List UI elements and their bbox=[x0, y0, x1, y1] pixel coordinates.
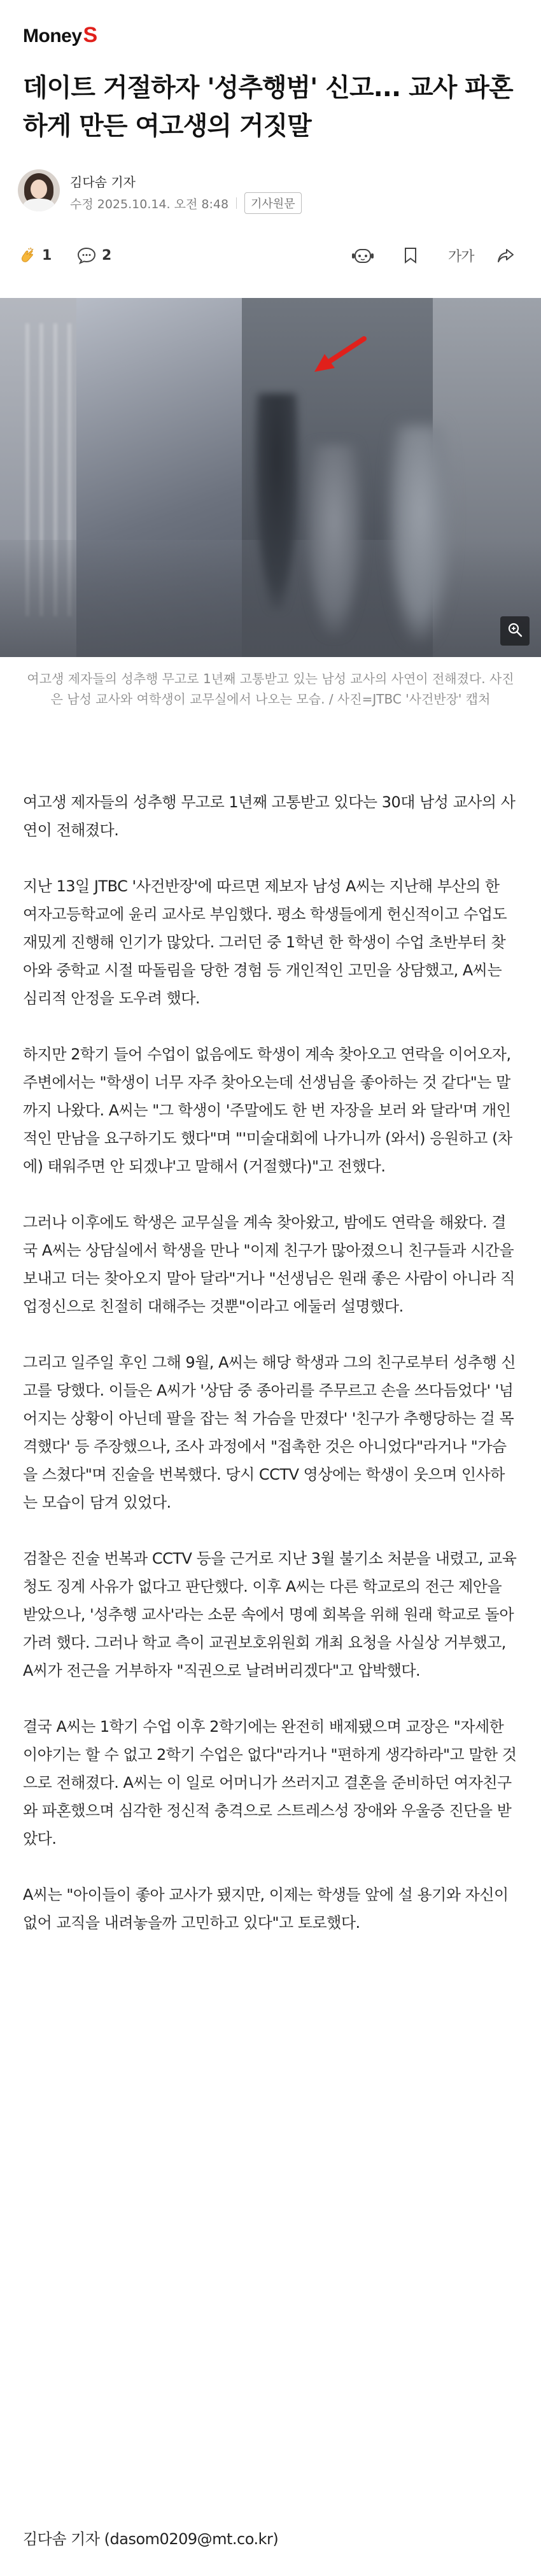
photo-caption: 여고생 제자들의 성추행 무고로 1년째 고통받고 있는 남성 교사의 사연이 전해졌다. 사진은 남성 교사와 여학생이 교무실에서 나오는 모습. / 사진=JTBC '사건반장' 캡처 bbox=[27, 671, 514, 707]
comment-count: 2 bbox=[102, 247, 112, 264]
audio-icon bbox=[350, 246, 376, 266]
article-photo[interactable] bbox=[0, 298, 541, 657]
updated-timestamp: 수정 2025.10.14. 오전 8:48 bbox=[70, 197, 229, 211]
zoom-button[interactable] bbox=[500, 616, 530, 646]
source-article-button[interactable]: 기사원문 bbox=[244, 192, 302, 214]
article-paragraph: A씨는 "아이들이 좋아 교사가 됐지만, 이제는 학생들 앞에 설 용기와 자신이 없어 교직을 내려놓을까 고민하고 있다"고 토로했다. bbox=[23, 1886, 509, 1932]
like-button[interactable] bbox=[18, 246, 52, 265]
clap-icon bbox=[18, 246, 37, 265]
audio-button[interactable] bbox=[350, 246, 376, 266]
share-button[interactable] bbox=[496, 246, 516, 265]
reporter-byline: 김다솜 기자 (dasom0209@mt.co.kr) bbox=[23, 2530, 279, 2548]
article-paragraph: 여고생 제자들의 성추행 무고로 1년째 고통받고 있다는 30대 남성 교사의 사연이 전해졌다. bbox=[23, 793, 516, 839]
meta-divider bbox=[236, 197, 237, 209]
article-paragraph: 그리고 일주일 후인 그해 9월, A씨는 해당 학생과 그의 친구로부터 성추행 신고를 당했다. 이들은 A씨가 '상담 중 종아리를 주무르고 손을 쓰다듬었다' '넘어지는 상황이 아닌데 팔을 잡는 척 가슴을 만졌다' '친구가 추행당하는 걸 목격했다' 등 주장했으나, 조사 과정에서 "접촉한 것은 아니었다"라거나 "가슴을 스쳤다"며 진술을 번복했다. 당시 CCTV 영상에는 학생이 웃으며 인사하는 모습이 담겨 있었다. bbox=[23, 1354, 516, 1511]
zoom-icon bbox=[507, 621, 523, 640]
author-meta bbox=[70, 192, 302, 214]
red-arrow-icon bbox=[311, 335, 368, 379]
font-size-button[interactable] bbox=[448, 246, 474, 265]
bookmark-button[interactable] bbox=[402, 246, 419, 265]
article-paragraph: 하지만 2학기 들어 수업이 없음에도 학생이 계속 찾아오고 연락을 이어오자, 주변에서는 "학생이 너무 자주 찾아오는데 선생님을 좋아하는 것 같다"는 말까지 나왔다. A씨는 "그 학생이 '주말에도 한 번 자장을 보러 와 달라'며 개인적인 만남을 요구하기도 했다"며 "'미술대회에 나가니까 (와서) 응원하고 (차에) 태워주면 안 되겠냐'고 말해서 (거절했다)"고 전했다. bbox=[23, 1045, 512, 1175]
logo-text: Money bbox=[23, 25, 82, 46]
author-avatar[interactable] bbox=[18, 169, 60, 211]
blurred-figure bbox=[255, 393, 299, 610]
like-count: 1 bbox=[42, 247, 52, 264]
moneys-logo[interactable] bbox=[23, 25, 97, 47]
action-bar bbox=[18, 242, 527, 278]
blurred-figure bbox=[306, 444, 363, 635]
article-headline: 데이트 거절하자 '성추행범' 신고... 교사 파혼하게 만든 여고생의 거짓말 bbox=[23, 73, 513, 141]
font-size-icon: 가가 bbox=[448, 249, 474, 265]
logo-accent: S bbox=[83, 23, 98, 47]
author-row bbox=[18, 167, 521, 218]
blurred-figure bbox=[388, 425, 452, 642]
article-paragraph: 지난 13일 JTBC '사건반장'에 따르면 제보자 남성 A씨는 지난해 부산의 한 여자고등학교에 윤리 교사로 부임했다. 평소 학생들에게 헌신적이고 수업도 재밌게 진행해 인기가 많았다. 그러던 중 1학년 한 학생이 수업 초반부터 찾아와 중학교 시절 따돌림을 당한 경험 등 개인적인 고민을 상담했고, A씨는 심리적 안정을 도우려 했다. bbox=[23, 877, 507, 1007]
article-paragraph: 결국 A씨는 1학기 수업 이후 2학기에는 완전히 배제됐으며 교장은 "자세한 이야기는 할 수 없고 2학기 수업은 없다"라거나 "편하게 생각하라"고 말한 것으로 전해졌다. A씨는 이 일로 어머니가 쓰러지고 결혼을 준비하던 여자친구와 파혼했으며 심각한 정신적 충격으로 스트레스성 장애와 우울증 진단을 받았다. bbox=[23, 1718, 517, 1848]
article-paragraph: 그러나 이후에도 학생은 교무실을 계속 찾아왔고, 밤에도 연락을 해왔다. 결국 A씨는 상담실에서 학생을 만나 "이제 친구가 많아졌으니 친구들과 시간을 보내고 더는 찾아오지 말아 달라"거나 "선생님은 원래 좋은 사람이 아니라 직업정신으로 친절히 대해주는 것뿐"이라고 에둘러 설명했다. bbox=[23, 1214, 515, 1315]
site-header bbox=[0, 0, 541, 65]
bookmark-icon bbox=[402, 246, 419, 265]
article-body bbox=[23, 788, 518, 1965]
comment-icon bbox=[76, 246, 97, 265]
comment-button[interactable] bbox=[76, 246, 111, 265]
article-paragraph: 검찰은 진술 번복과 CCTV 등을 근거로 지난 3월 불기소 처분을 내렸고, 교육청도 징계 사유가 없다고 판단했다. 이후 A씨는 다른 학교로의 전근 제안을 받았으나, '성추행 교사'라는 소문 속에서 명예 회복을 위해 원래 학교로 돌아가려 했다. 그러나 학교 측이 교권보호위원회 개최 요청을 사실상 거부했고, A씨가 전근을 거부하자 "직권으로 날려버리겠다"고 압박했다. bbox=[23, 1550, 517, 1680]
author-name[interactable]: 김다솜 기자 bbox=[70, 174, 136, 190]
share-icon bbox=[496, 246, 516, 265]
